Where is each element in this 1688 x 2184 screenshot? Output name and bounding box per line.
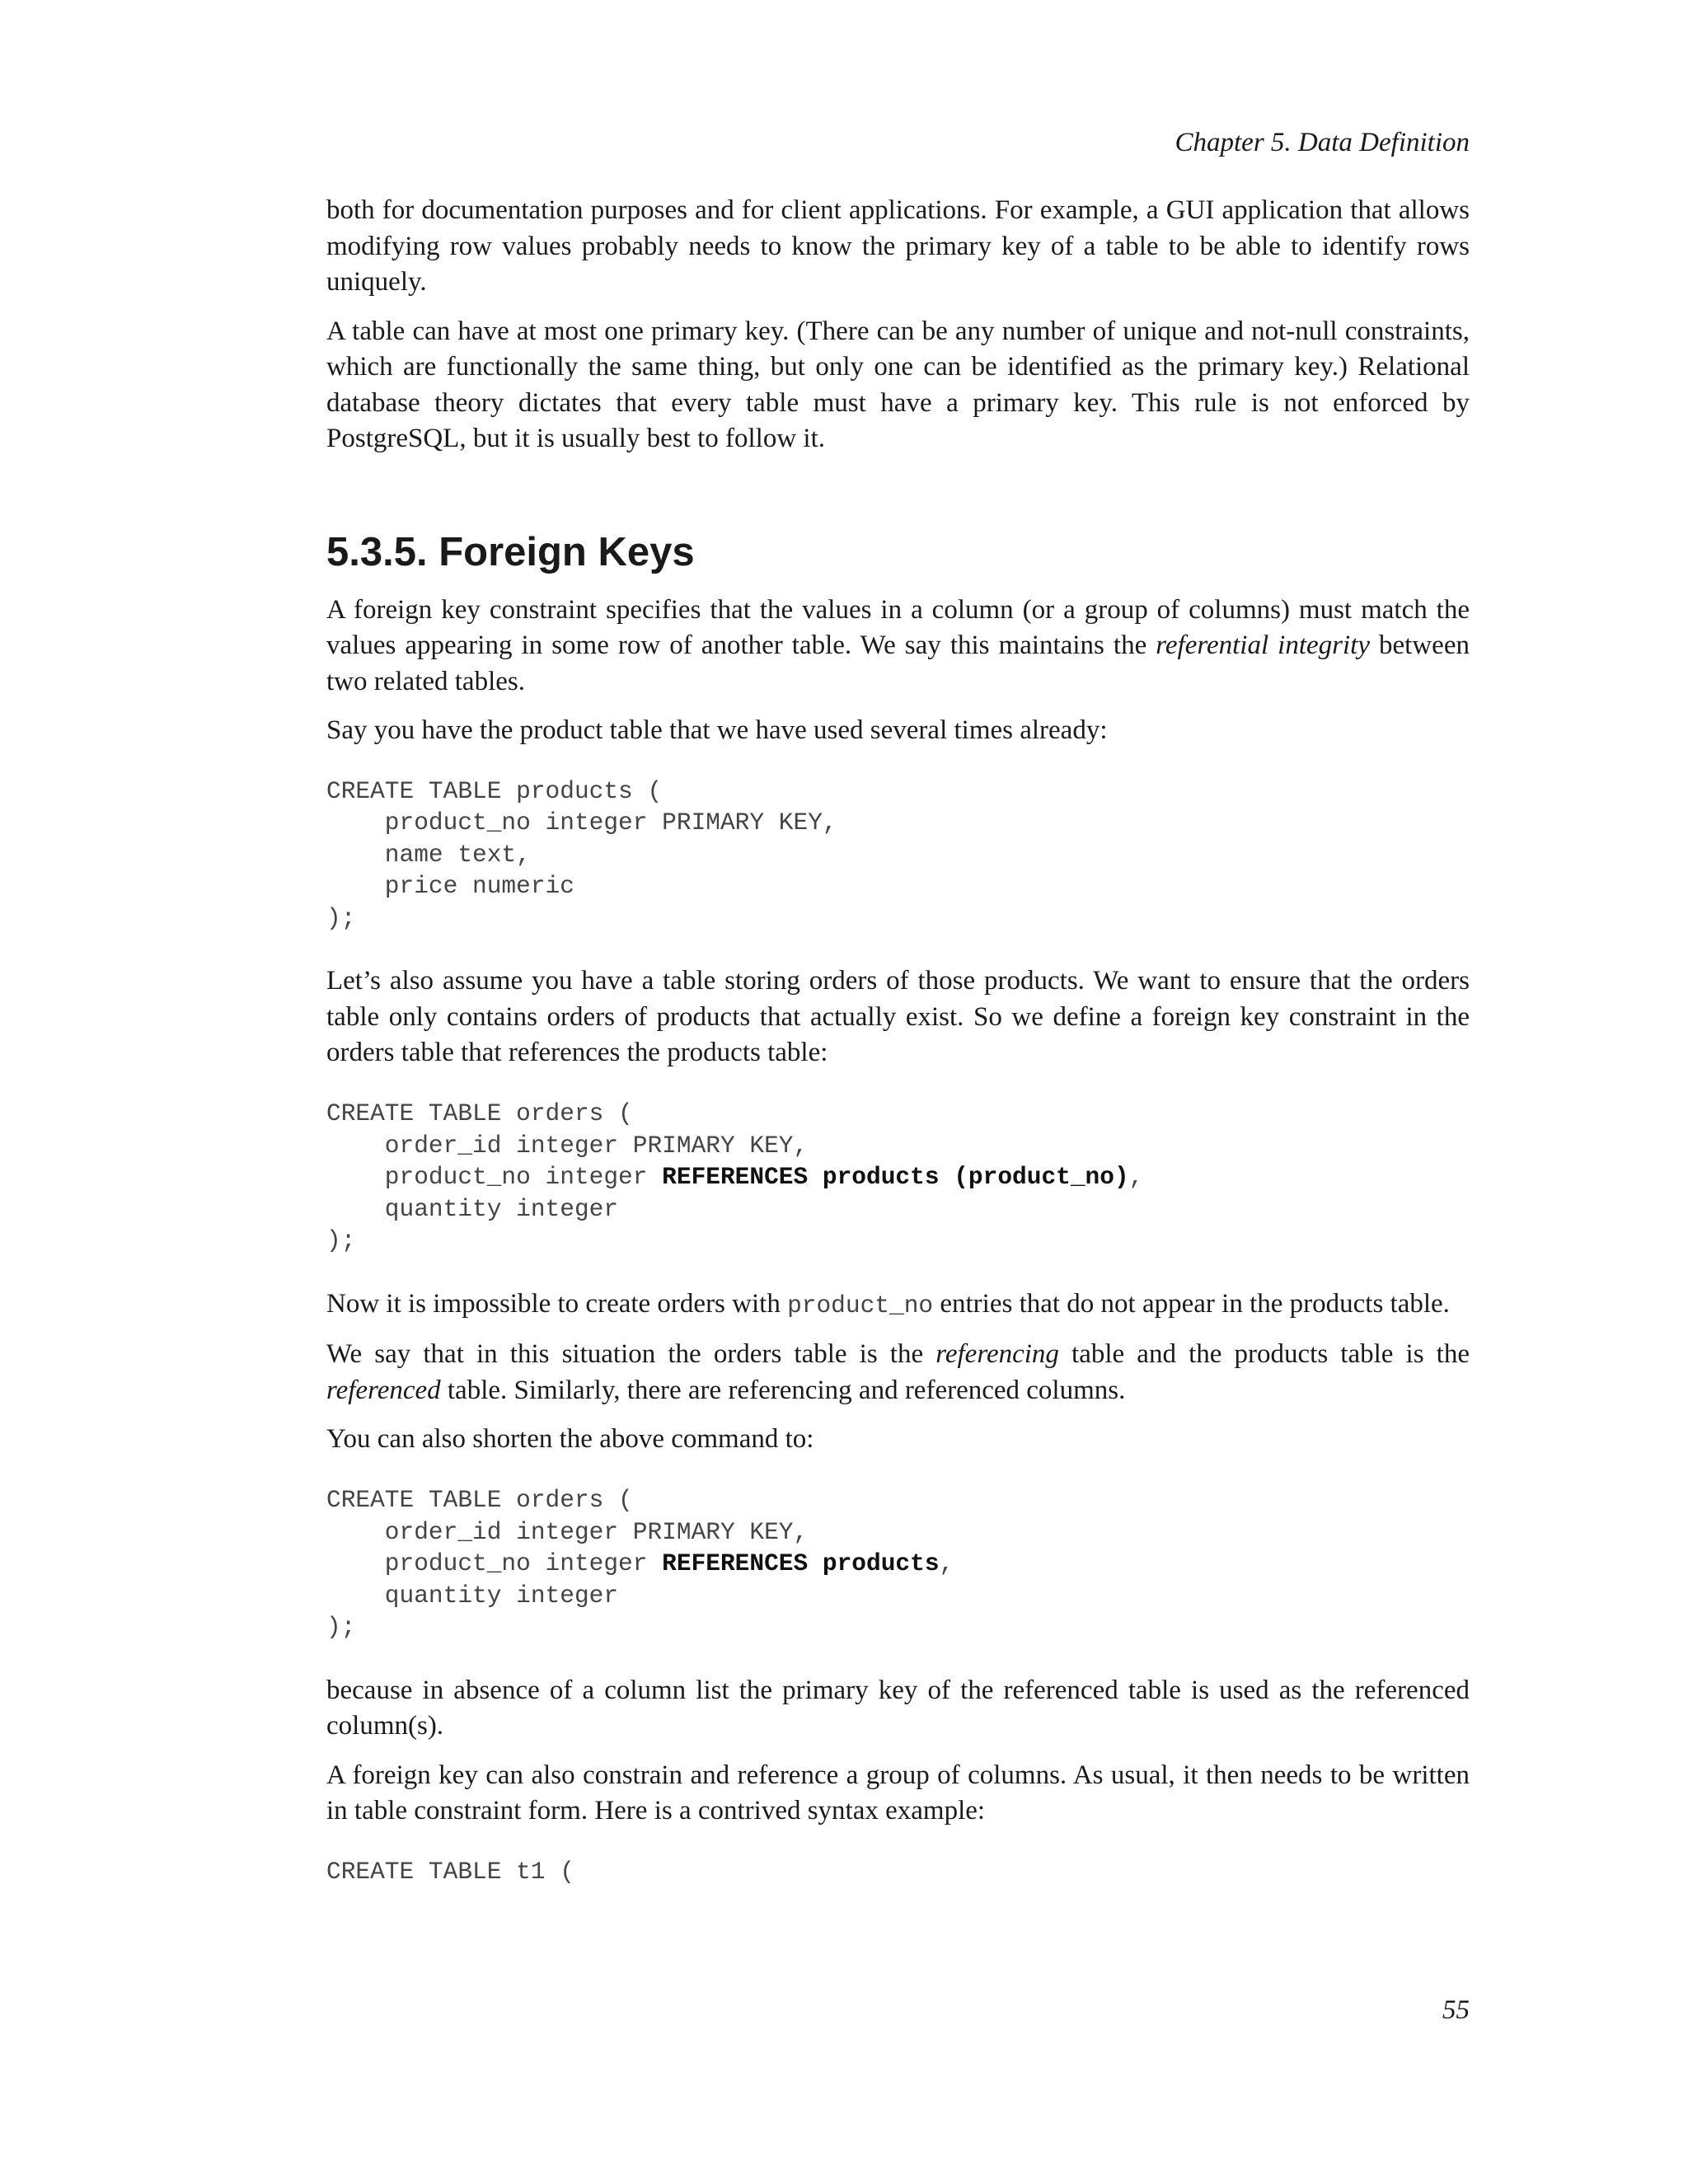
code-block-products (326, 776, 1470, 935)
code-line: order_id integer PRIMARY KEY, (326, 1517, 809, 1546)
code-block-t1 (326, 1856, 1470, 1888)
orders-intro-paragraph: Let’s also assume you have a table storing orders of those products. We want to ensure that the orders table only contains orders of products that actually exist. So we define a foreign key constraint in the orders table that references the products table: (326, 966, 1470, 1068)
code-line: price numeric (326, 872, 574, 901)
code-line: product_no integer PRIMARY KEY, (326, 808, 837, 837)
code-line: ); (326, 903, 356, 932)
code-block-orders-short (326, 1484, 1470, 1643)
code-highlight: REFERENCES products (662, 1549, 940, 1578)
column-list-paragraph: because in absence of a column list the primary key of the referenced table is used as the referenced column(s). (326, 1675, 1470, 1741)
text-run: We say that in this situation the orders table is the (326, 1339, 936, 1370)
text-run: entries that do not appear in the products table. (933, 1288, 1450, 1319)
body-text (326, 193, 1470, 1918)
referencing-paragraph (326, 1337, 1470, 1408)
code-line: CREATE TABLE orders ( (326, 1485, 633, 1514)
foreign-key-definition-paragraph (326, 593, 1470, 701)
code-line: product_no integer (326, 1163, 663, 1192)
code-line: ); (326, 1613, 356, 1642)
code-line: , (939, 1549, 954, 1578)
section-heading: 5.3.5. Foreign Keys (326, 529, 695, 574)
emphasis-term: referenced (326, 1375, 441, 1405)
emphasis-term: referencing (935, 1339, 1059, 1370)
page-number: 55 (1442, 1995, 1470, 2025)
code-line: CREATE TABLE t1 ( (326, 1857, 574, 1886)
code-line: CREATE TABLE orders ( (326, 1099, 633, 1127)
code-line: product_no integer (326, 1549, 663, 1578)
running-header: Chapter 5. Data Definition (1175, 128, 1470, 157)
intro-paragraph-2: A table can have at most one primary key. (There can be any number of unique and not-null constraints, which are functionally the same thing, but only one can be identified as the primary key.) Relational database theory dictates that every table must have a primary key. This rule is not enforced by PostgreSQL, but it is usually best to follow it. (326, 316, 1470, 453)
code-line: quantity integer (326, 1194, 619, 1223)
group-columns-paragraph: A foreign key can also constrain and reference a group of columns. As usual, it then needs to be written in table constraint form. Here is a contrived syntax example: (326, 1760, 1470, 1826)
text-run: table and the products table is the (1058, 1339, 1470, 1370)
code-line: , (1128, 1163, 1144, 1192)
code-line: CREATE TABLE products ( (326, 776, 663, 805)
text-run: between two related tables. (326, 630, 1470, 696)
document-page (326, 0, 1470, 2184)
inline-code: product_no (787, 1291, 934, 1319)
emphasis-term: referential integrity (1156, 630, 1370, 660)
code-line: ); (326, 1226, 356, 1255)
code-line: order_id integer PRIMARY KEY, (326, 1131, 809, 1160)
code-block-orders-full (326, 1098, 1470, 1257)
code-line: quantity integer (326, 1581, 619, 1610)
text-run: Now it is impossible to create orders with (326, 1288, 788, 1319)
products-intro-paragraph: Say you have the product table that we have used several times already: (326, 715, 1108, 745)
code-line: name text, (326, 840, 531, 869)
impossible-orders-paragraph (326, 1286, 1470, 1324)
text-run: table. Similarly, there are referencing and referenced columns. (440, 1375, 1126, 1405)
shorten-paragraph: You can also shorten the above command to: (326, 1424, 814, 1455)
text-run: A foreign key constraint specifies that the values in a column (or a group of columns) must match the values appearing in some row of another table. We say this maintains the (326, 594, 1470, 660)
intro-paragraph-1: both for documentation purposes and for client applications. For example, a GUI application that allows modifying row values probably needs to know the primary key of a table to be able to identify rows uniquely. (326, 195, 1470, 297)
code-highlight: REFERENCES products (product_no) (662, 1163, 1129, 1192)
